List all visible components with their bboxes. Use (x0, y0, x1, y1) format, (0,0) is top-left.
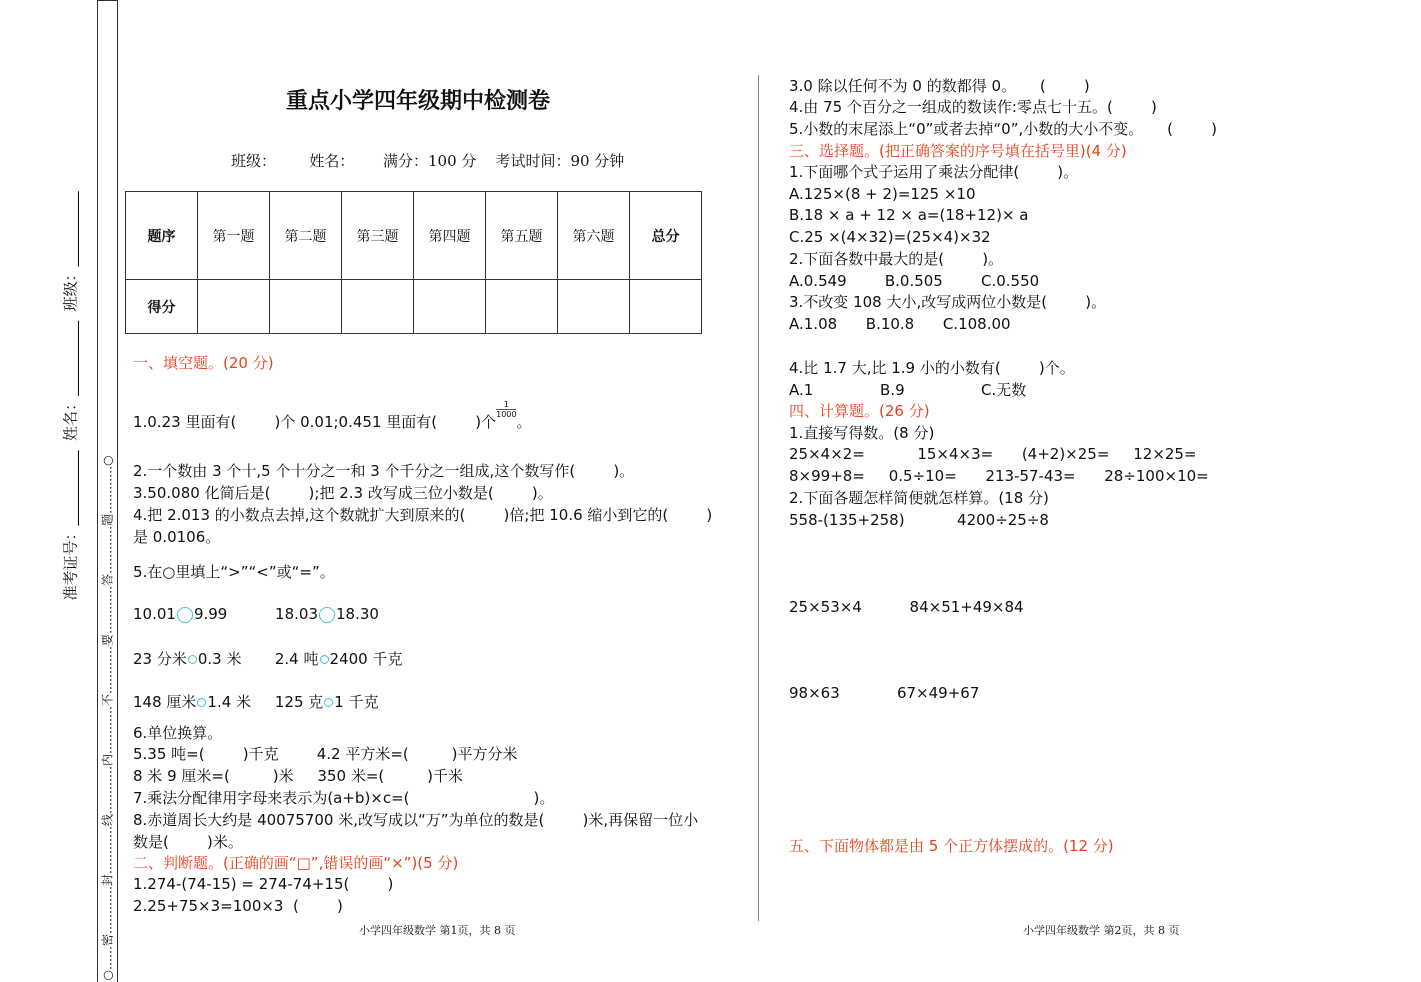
question-3: 3.50.080 化简后是( );把 2.3 改写成三位小数是( )。 (133, 484, 553, 502)
score-row-label: 得分 (126, 280, 198, 334)
question-4-cont: 是 0.0106。 (133, 528, 221, 546)
choice-options: A.1.08 B.10.8 C.108.00 (789, 315, 1011, 333)
margin-border-right (117, 0, 118, 982)
compare-row: 10.01 9.99 18.03 18.30 (133, 605, 379, 623)
name-label: 姓名： (61, 395, 80, 441)
choice-option: C.25 ×(4×32)=(25×4)×32 (789, 228, 991, 246)
margin-border-top (97, 0, 118, 1)
compare-circle[interactable] (320, 655, 329, 664)
page-divider (758, 75, 759, 921)
calc-row: 8×99+8= 0.5÷10= 213-57-43= 28÷100×10= (789, 467, 1209, 485)
page-footer: 小学四年级数学 第2页，共 8 页 (1023, 924, 1180, 937)
score-header: 第三题 (342, 192, 414, 280)
compare-circle[interactable] (319, 607, 335, 623)
calc-row: 25×53×4 84×51+49×84 (789, 598, 1024, 616)
choice-options: A.1 B.9 C.无数 (789, 381, 1027, 399)
score-header: 总分 (630, 192, 702, 280)
judge-5: 5.小数的末尾添上“0”或者去掉“0”,小数的大小不变。 ( ) (789, 120, 1217, 138)
judge-3: 3.0 除以任何不为 0 的数都得 0。 ( ) (789, 77, 1090, 95)
choice-option: A.125×(8 + 2)=125 ×10 (789, 185, 976, 203)
compare-circle[interactable] (177, 607, 193, 623)
judge-2: 2.25+75×3=100×3 ( ) (133, 897, 343, 915)
exam-id-label: 准考证号： (61, 525, 80, 601)
score-header: 题序 (126, 192, 198, 280)
score-header: 第六题 (558, 192, 630, 280)
page-footer: 小学四年级数学 第1页，共 8 页 (359, 924, 516, 937)
question-2: 2.一个数由 3 个十,5 个十分之一和 3 个千分之一组成,这个数写作( )。 (133, 462, 635, 480)
compare-circle[interactable] (197, 698, 206, 707)
exam-id-blank: __________ (61, 440, 80, 526)
class-blank: __________ (61, 191, 80, 267)
section-heading: 五、下面物体都是由 5 个正方体摆成的。(12 分) (789, 837, 1114, 855)
compare-circle[interactable] (188, 655, 197, 664)
exam-info: 班级： 姓名： 满分：100 分 考试时间：90 分钟 (231, 152, 625, 170)
judge-4: 4.由 75 个百分之一组成的数读作:零点七十五。( ) (789, 98, 1157, 116)
score-cell[interactable] (558, 280, 630, 334)
score-header: 第五题 (486, 192, 558, 280)
score-cell[interactable] (342, 280, 414, 334)
name-blank: __________ (61, 311, 80, 396)
score-header: 第一题 (198, 192, 270, 280)
question-5: 5.在○里填上“>”“<”或“=”。 (133, 563, 335, 581)
question-6-a: 5.35 吨=( )千克 4.2 平方米=( )平方分米 (133, 745, 518, 763)
choice-4: 4.比 1.7 大,比 1.9 小的小数有( )个。 (789, 359, 1075, 377)
calc-row: 558-(135+258) 4200÷25÷8 (789, 511, 1049, 529)
calc-row: 25×4×2= 15×4×3= (4+2)×25= 12×25= (789, 445, 1197, 463)
seal-line: ○……密…………封…………线…………内…………不…………要…………答…………题…………○ (100, 455, 115, 981)
calc-row: 98×63 67×49+67 (789, 684, 980, 702)
score-cell[interactable] (414, 280, 486, 334)
section-heading: 三、选择题。(把正确答案的序号填在括号里)(4 分) (789, 142, 1127, 160)
score-header: 第二题 (270, 192, 342, 280)
question-4: 4.把 2.013 的小数点去掉,这个数就扩大到原来的( )倍;把 10.6 缩小到它的( ) (133, 506, 713, 524)
calc-1: 1.直接写得数。(8 分) (789, 424, 935, 442)
section-heading: 一、填空题。(20 分) (133, 354, 274, 372)
score-header: 第四题 (414, 192, 486, 280)
section-heading: 二、判断题。(正确的画“□”,错误的画“×”)(5 分) (133, 854, 459, 872)
section-heading: 四、计算题。(26 分) (789, 402, 930, 420)
score-cell[interactable] (198, 280, 270, 334)
choice-option: B.18 × a + 12 × a=(18+12)× a (789, 206, 1029, 224)
compare-row: 23 分米 0.3 米 2.4 吨 2400 千克 (133, 650, 403, 668)
choice-2: 2.下面各数中最大的是( )。 (789, 250, 1004, 268)
score-cell[interactable] (270, 280, 342, 334)
student-info-fields (60, 141, 81, 601)
choice-options: A.0.549 B.0.505 C.0.550 (789, 272, 1040, 290)
score-table (125, 191, 702, 334)
page-title: 重点小学四年级期中检测卷 (286, 89, 551, 114)
score-cell[interactable] (486, 280, 558, 334)
calc-2: 2.下面各题怎样简便就怎样算。(18 分) (789, 489, 1049, 507)
question-6: 6.单位换算。 (133, 724, 223, 742)
question-6-b: 8 米 9 厘米=( )米 350 米=( )千米 (133, 767, 464, 785)
fraction: $\frac{1}{1000}$ (496, 400, 517, 419)
question-1: 1.0.23 里面有( )个 0.01;0.451 里面有( )个 $\frac{1}{1000}$ 。 (133, 400, 532, 431)
score-cell[interactable] (630, 280, 702, 334)
choice-1: 1.下面哪个式子运用了乘法分配律( )。 (789, 163, 1079, 181)
compare-circle[interactable] (324, 698, 333, 707)
class-label: 班级： (61, 266, 80, 312)
judge-1: 1.274-(74-15) = 274-74+15( ) (133, 875, 394, 893)
choice-3: 3.不改变 108 大小,改写成两位小数是( )。 (789, 293, 1107, 311)
question-8-cont: 数是( )米。 (133, 833, 243, 851)
compare-row: 148 厘米 1.4 米 125 克 1 千克 (133, 693, 379, 711)
question-8: 8.赤道周长大约是 40075700 米,改写成以“万”为单位的数是( )米,再保留一位小 (133, 811, 699, 829)
question-7: 7.乘法分配律用字母来表示为(a+b)×c=( )。 (133, 789, 555, 807)
